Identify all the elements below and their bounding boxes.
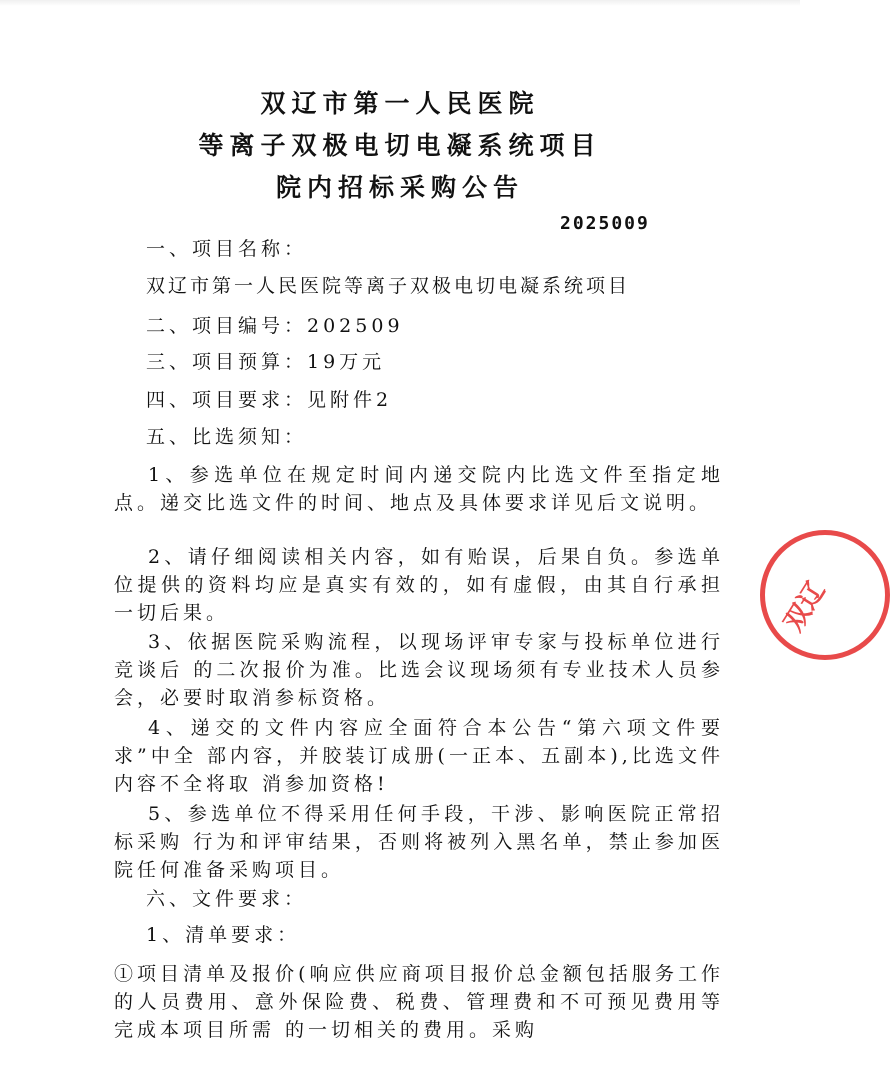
rule-1: 1、参选单位在规定时间内递交院内比选文件至指定地点。递交比选文件的时间、地点及具体要求详见后文说明。 <box>114 464 724 514</box>
section-1-heading: 一、项目名称： <box>146 238 308 260</box>
section-1-value: 双辽市第一人民医院等离子双极电切电凝系统项目 <box>146 275 631 297</box>
section-6-1: 1、清单要求： <box>146 924 301 946</box>
document-number: 2025009 <box>560 213 650 234</box>
section-3: 三、项目预算：19万元 <box>146 351 386 373</box>
title-announcement: 院内招标采购公告 <box>275 173 524 202</box>
rule-2: 2、请仔细阅读相关内容，如有贻误，后果自负。参选单位提供的资料均应是真实有效的，如有虚假，由其自行承担一切后果。 <box>114 546 724 624</box>
section-4: 四、项目要求：见附件2 <box>146 389 393 411</box>
title-project: 等离子双极电切电凝系统项目 <box>198 131 602 160</box>
section-6-heading: 六、文件要求： <box>146 888 308 910</box>
list-item-1: ①项目清单及报价(响应供应商项目报价总金额包括服务工作的人员费用、意外保险费、税费、管理费和不可预见费用等完成本项目所需 的一切相关的费用。采购 <box>114 963 724 1041</box>
official-seal <box>760 530 890 660</box>
scan-edge <box>0 0 800 6</box>
seal-text: 双辽 <box>778 576 832 637</box>
rule-3: 3、依据医院采购流程，以现场评审专家与投标单位进行竞谈后 的二次报价为准。比选会议现场须有专业技术人员参会，必要时取消参标资格。 <box>114 631 724 709</box>
section-5-heading: 五、比选须知： <box>146 426 308 448</box>
rule-5: 5、参选单位不得采用任何手段，干涉、影响医院正常招标采购 行为和评审结果，否则将被列入黑名单，禁止参加医院任何准备采购项目。 <box>114 803 724 881</box>
section-2: 二、项目编号：202509 <box>146 315 404 337</box>
rule-4: 4、递交的文件内容应全面符合本公告“第六项文件要求”中全 部内容，并胶装订成册(一正本、五副本),比选文件内容不全将取 消参加资格! <box>114 717 724 795</box>
title-hospital: 双辽市第一人民医院 <box>260 89 540 118</box>
